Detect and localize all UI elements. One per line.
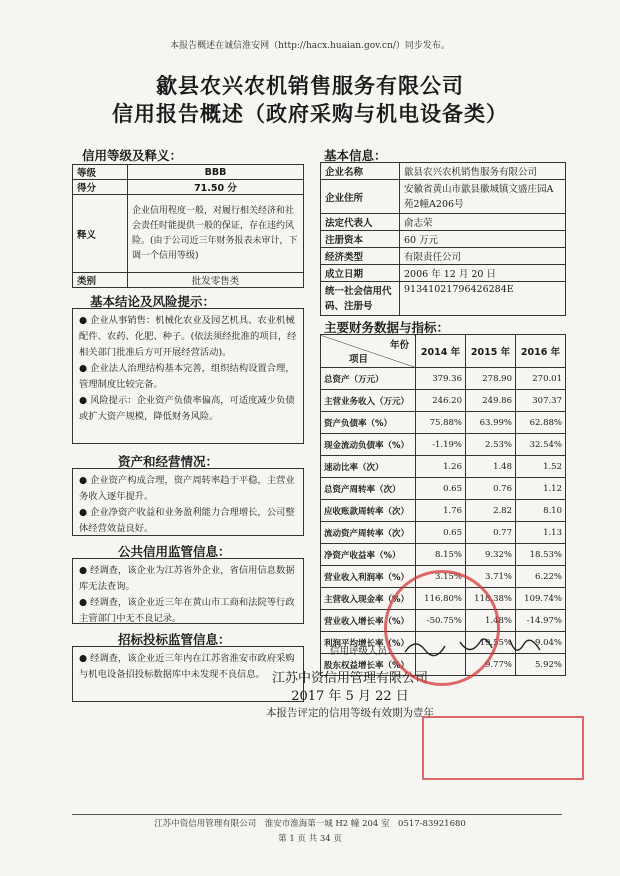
finance-value: 9.77%: [466, 654, 516, 676]
list-item: ● 企业资产构成合理，资产周转率趋于平稳，主营业务收入逐年提升。: [79, 475, 295, 502]
finance-value: 1.76: [416, 500, 466, 522]
finance-row: [321, 478, 566, 500]
finance-value: 0.65: [416, 522, 466, 544]
conclusion-heading: 基本结论及风险提示：: [90, 294, 216, 309]
basic-label: 经济类型: [321, 248, 400, 265]
finance-value: 62.88%: [516, 412, 566, 434]
finance-value: 32.54%: [516, 434, 566, 456]
basic-label: 成立日期: [321, 265, 400, 282]
finance-value: 3.15%: [416, 566, 466, 588]
finance-metric-name: 总资产（万元）: [321, 368, 416, 390]
list-item: ● 经调查，该企业近三年内在江苏省淮安市政府采购与机电设备招投标数据库中未发现不良信息。: [79, 653, 295, 680]
finance-value: 1.52: [516, 456, 566, 478]
list-item: ● 风险提示：企业资产负债率偏高，可适度减少负债或扩大资产规模，降低财务风险。: [79, 395, 295, 422]
list-item: ● 企业净资产收益和业务盈利能力合理增长，公司整体经营效益良好。: [79, 507, 295, 534]
finance-row: [321, 390, 566, 412]
finance-value: 116.80%: [416, 588, 466, 610]
finance-value: -1.19%: [416, 434, 466, 456]
finance-metric-name: 净资产收益率（%）: [321, 544, 416, 566]
finance-row: [321, 522, 566, 544]
footer-address: 江苏中资信用管理有限公司 淮安市淮海第一城 H2 幢 204 室 0517-83921680: [154, 819, 466, 829]
finance-value: 63.99%: [466, 412, 516, 434]
finance-metric-name: 资产负债率（%）: [321, 412, 416, 434]
finance-value: -14.97%: [516, 610, 566, 632]
report-title-line2: 信用报告概述（政府采购与机电设备类）: [112, 101, 508, 126]
finance-value: 6.22%: [516, 566, 566, 588]
finance-value: 2.53%: [466, 434, 516, 456]
credit-score: 71.50 分: [128, 180, 304, 195]
list-item: ● 经调查，该企业为江苏省外企业，省信用信息数据库无法查询。: [79, 565, 295, 592]
rating-company: 江苏中资信用管理有限公司: [271, 671, 428, 686]
registered-capital: 60 万元: [400, 231, 566, 248]
finance-value: 1.12: [516, 478, 566, 500]
finance-value: 0.65: [416, 478, 466, 500]
finance-value: 0.77: [466, 522, 516, 544]
finance-value: 9.04%: [516, 632, 566, 654]
year-header: 2016 年: [516, 335, 566, 368]
credit-meaning: 企业信用程度一般，对履行相关经济和社会责任时能提供一般的保证，存在违约风险。(由于公司近三年财务报表未审计，下调一个信用等级): [128, 195, 304, 273]
finance-value: 75.88%: [416, 412, 466, 434]
basic-label: 法定代表人: [321, 214, 400, 231]
validity-note: 本报告评定的信用等级有效期为壹年: [266, 707, 434, 719]
finance-metric-name: 速动比率（次）: [321, 456, 416, 478]
credit-label: 类别: [73, 273, 128, 288]
credit-grade: BBB: [128, 165, 304, 180]
finance-value: 19.55%: [466, 632, 516, 654]
finance-value: 246.20: [416, 390, 466, 412]
company-address: 安徽省黄山市歙县徽城镇文盛庄园A苑2幢A206号: [400, 180, 566, 214]
rater-label: 信用评级人员：: [330, 646, 397, 657]
basic-info-table: [320, 162, 566, 316]
finance-value: 8.10: [516, 500, 566, 522]
page-number: 第 1 页 共 34 页: [278, 834, 342, 844]
finance-metric-name: 总资产周转率（次）: [321, 478, 416, 500]
header-note: 本报告概述在诚信淮安网（http://hacx.huaian.gov.cn/）同步发布。: [170, 41, 450, 51]
finance-row: [321, 434, 566, 456]
finance-row: [321, 500, 566, 522]
finance-corner: [321, 335, 416, 368]
finance-metric-name: 现金流动负债率（%）: [321, 434, 416, 456]
finance-value: 2.82: [466, 500, 516, 522]
finance-heading: 主要财务数据与指标：: [324, 320, 450, 335]
finance-value: 1.48: [466, 456, 516, 478]
credit-code: 91341021796426284E: [400, 282, 566, 316]
rating-date: 2017 年 5 月 22 日: [291, 689, 409, 704]
finance-value: 109.74%: [516, 588, 566, 610]
finance-value: 5.92%: [516, 654, 566, 676]
legal-representative: 俞志荣: [400, 214, 566, 231]
finance-metric-name: 主营收入现金率（%）: [321, 588, 416, 610]
finance-metric-name: 营业收入增长率（%）: [321, 610, 416, 632]
corner-bottom: 项目: [349, 354, 369, 365]
finance-value: 18.53%: [516, 544, 566, 566]
basic-label: 企业名称: [321, 163, 400, 180]
finance-metric-name: 营业收入利润率（%）: [321, 566, 416, 588]
bidding-heading: 招标投标监管信息：: [118, 632, 231, 647]
finance-row: [321, 368, 566, 390]
conclusion-box: [72, 308, 304, 444]
credit-heading: 信用等级及释义：: [82, 148, 183, 163]
finance-metric-name: 股东权益增长率（%）: [321, 654, 416, 676]
credit-label: 得分: [73, 180, 128, 195]
credit-category: 批发零售类: [128, 273, 304, 288]
finance-metric-name: 应收账款周转率（次）: [321, 500, 416, 522]
public-credit-box: [72, 558, 304, 624]
corner-top: 年份: [389, 340, 409, 351]
assets-heading: 资产和经营情况：: [118, 454, 219, 469]
finance-row: [321, 456, 566, 478]
credit-label: 等级: [73, 165, 128, 180]
rectangular-stamp: [422, 716, 584, 780]
finance-row: [321, 544, 566, 566]
finance-value: 118.38%: [466, 588, 516, 610]
basic-heading: 基本信息：: [324, 148, 387, 163]
finance-row: [321, 412, 566, 434]
finance-value: 0.76: [466, 478, 516, 500]
finance-value: 379.36: [416, 368, 466, 390]
finance-value: 270.01: [516, 368, 566, 390]
finance-value: 1.48%: [466, 610, 516, 632]
list-item: ● 经调查，该企业近三年在黄山市工商和法院等行政主管部门中无不良记录。: [79, 597, 295, 624]
credit-table: [72, 164, 304, 288]
public-credit-heading: 公共信用监管信息：: [118, 544, 231, 559]
basic-label: 统一社会信用代码、注册号: [321, 282, 400, 316]
finance-metric-name: 利润平均增长率（%）: [321, 632, 416, 654]
finance-value: 8.15%: [416, 544, 466, 566]
economic-type: 有限责任公司: [400, 248, 566, 265]
finance-value: 3.71%: [466, 566, 516, 588]
finance-value: 9.32%: [466, 544, 516, 566]
footer-rule: [72, 814, 562, 815]
finance-value: 1.26: [416, 456, 466, 478]
year-header: 2014 年: [416, 335, 466, 368]
finance-value: 278.90: [466, 368, 516, 390]
credit-label: 释义: [73, 195, 128, 273]
list-item: ● 企业法人治理结构基本完善，组织结构设置合理，管理制度比较完备。: [79, 363, 295, 390]
year-header: 2015 年: [466, 335, 516, 368]
finance-value: 1.13: [516, 522, 566, 544]
company-name: 歙县农兴农机销售服务有限公司: [400, 163, 566, 180]
finance-value: 249.86: [466, 390, 516, 412]
basic-label: 企业住所: [321, 180, 400, 214]
list-item: ● 企业从事销售：机械化农业及园艺机具、农业机械配件、农药、化肥、种子。(依法须经批准的项目，经相关部门批准后方可开展经营活动)。: [79, 315, 297, 358]
finance-metric-name: 主营业务收入（万元）: [321, 390, 416, 412]
finance-metric-name: 流动资产周转率（次）: [321, 522, 416, 544]
basic-label: 注册资本: [321, 231, 400, 248]
assets-box: [72, 468, 304, 536]
established-date: 2006 年 12 月 20 日: [400, 265, 566, 282]
company-seal: [384, 570, 500, 686]
report-title-line1: 歙县农兴农机销售服务有限公司: [156, 73, 464, 98]
finance-value: 307.37: [516, 390, 566, 412]
finance-value: -50.75%: [416, 610, 466, 632]
